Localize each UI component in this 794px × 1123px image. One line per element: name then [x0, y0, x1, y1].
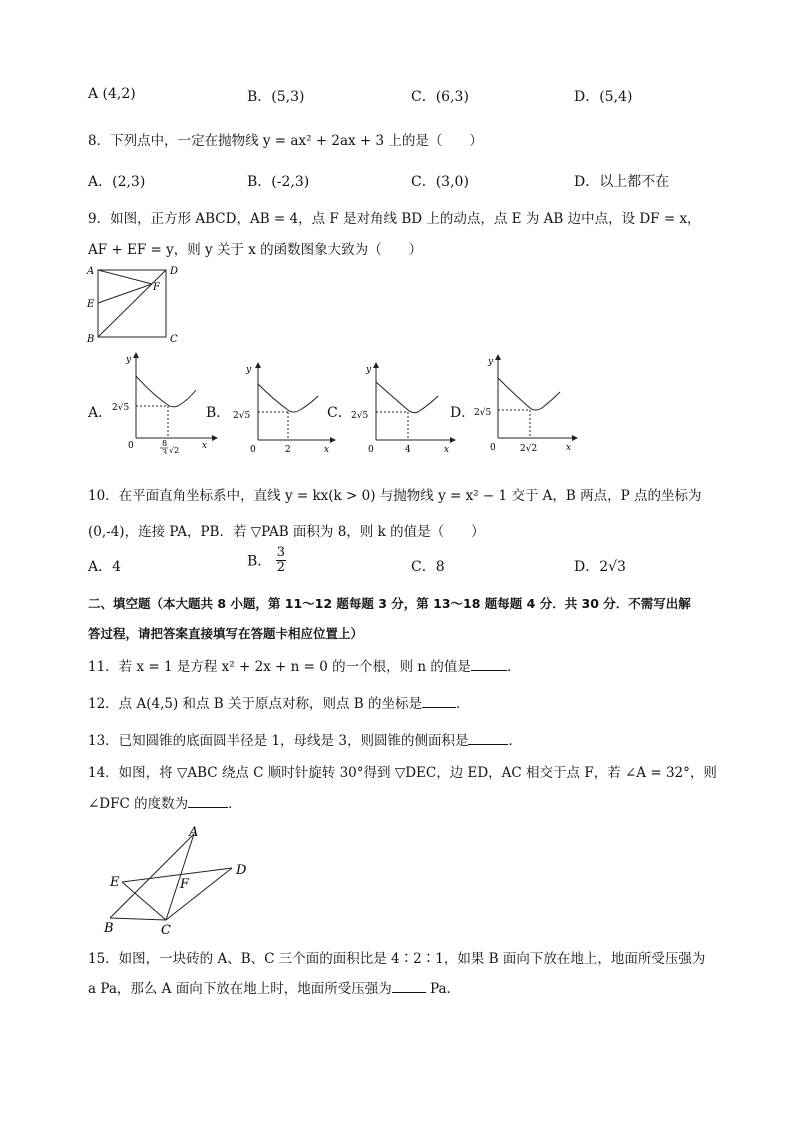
- q9-label-a: A: [87, 266, 95, 277]
- svg-text:x: x: [444, 445, 450, 455]
- q7-option-c: C．(6,3): [411, 89, 469, 105]
- q8-option-b: B．(-2,3): [247, 174, 310, 190]
- q10-option-a: A．4: [88, 559, 122, 575]
- svg-text:3: 3: [162, 448, 168, 454]
- q14-triangle-figure: [100, 822, 260, 936]
- q14-label-c: C: [161, 923, 171, 936]
- q14-label-a: A: [189, 825, 199, 840]
- section2-header-line2: 答过程，请把答案直接填写在答题卡相应位置上）: [88, 626, 364, 641]
- svg-text:2√5: 2√5: [351, 411, 369, 421]
- svg-text:2√5: 2√5: [112, 403, 130, 413]
- q11-text: 11．若 x = 1 是方程 x² + 2x + n = 0 的一个根，则 n 的值是 ．: [88, 659, 521, 675]
- svg-text:x: x: [202, 441, 208, 451]
- svg-text:x: x: [566, 443, 572, 453]
- q9-label-c: C: [170, 334, 178, 345]
- q10-stem-line1: 10．在平面直角坐标系中，直线 y = kx(k > 0) 与抛物线 y = x² − 1 交于 A，B 两点，P 点的坐标为: [88, 488, 702, 504]
- q10-option-c: C．8: [411, 559, 445, 575]
- section2-header-line1: 二、填空题（本大题共 8 小题，第 11～12 题每题 3 分，第 13～18 题每题 4 分．共 30 分．不需写出解: [88, 596, 691, 611]
- svg-text:y: y: [488, 357, 494, 367]
- q11-answer-blank[interactable]: [471, 658, 507, 671]
- q9-option-d-letter: D．: [450, 405, 476, 421]
- svg-text:2: 2: [285, 445, 291, 455]
- q10-option-b-letter: B．: [247, 553, 272, 570]
- q14-stem-line1: 14．如图，将 ▽ABC 绕点 C 顺时针旋转 30°得到 ▽DEC，边 ED，AC 相交于点 F，若 ∠A = 32°，则: [88, 765, 717, 781]
- svg-text:2√5: 2√5: [474, 408, 492, 418]
- q9-graph-b: [230, 360, 340, 456]
- q15-answer-blank[interactable]: [392, 980, 426, 993]
- q9-option-c-letter: C．: [327, 405, 352, 421]
- q9-option-b-letter: B．: [206, 405, 231, 421]
- q9-label-b: B: [87, 334, 95, 345]
- svg-text:0: 0: [368, 445, 374, 455]
- q10-option-b: [247, 546, 286, 575]
- q9-label-e: E: [87, 299, 95, 310]
- q9-option-a-letter: A．: [88, 405, 113, 421]
- q8-option-c: C．(3,0): [411, 174, 469, 190]
- svg-text:x: x: [324, 445, 330, 455]
- q9-label-d: D: [170, 266, 179, 277]
- svg-text:y: y: [246, 365, 252, 375]
- q10-option-d: D．2√3: [574, 559, 626, 575]
- q14-label-e: E: [110, 875, 120, 890]
- q7-option-d: D．(5,4): [574, 89, 633, 105]
- q15-stem-line2: a Pa，那么 A 面向下放在地上时，地面所受压强为 Pa．: [88, 981, 461, 997]
- q8-option-d: D．以上都不在: [574, 174, 670, 190]
- svg-text:0: 0: [128, 441, 134, 451]
- q13-text: 13．已知圆锥的底面圆半径是 1，母线是 3，则圆锥的侧面积是 ．: [88, 733, 522, 749]
- q14-answer-blank[interactable]: [188, 795, 228, 808]
- q14-label-d: D: [236, 863, 247, 878]
- svg-text:8: 8: [162, 439, 168, 448]
- q13-answer-blank[interactable]: [468, 732, 508, 745]
- q9-graph-c: [350, 360, 460, 456]
- q12-answer-blank[interactable]: [422, 695, 456, 708]
- q8-option-a: A．(2,3): [88, 174, 146, 190]
- q7-option-b: B．(5,3): [247, 89, 305, 105]
- q10-option-b-fraction: $\frac{3}{2}$: [276, 545, 286, 575]
- svg-text:0: 0: [250, 445, 256, 455]
- q14-label-f: F: [180, 877, 190, 892]
- q10-stem-line2: (0,-4)，连接 PA，PB．若 ▽PAB 面积为 8，则 k 的值是（ ）: [88, 524, 485, 540]
- q9-stem-line1: 9．如图，正方形 ABCD，AB = 4，点 F 是对角线 BD 上的动点，点 E 为 AB 边中点，设 DF = x，: [88, 211, 701, 227]
- svg-text:√2: √2: [169, 446, 180, 454]
- svg-text:2√2: 2√2: [520, 444, 538, 454]
- svg-text:y: y: [126, 355, 132, 365]
- q14-stem-line2: ∠DFC 的度数为 ．: [88, 796, 242, 812]
- q8-stem: 8．下列点中，一定在抛物线 y = ax² + 2ax + 3 上的是（ ）: [88, 133, 483, 149]
- q9-graph-a: [110, 350, 220, 454]
- svg-text:0: 0: [490, 443, 496, 453]
- svg-text:y: y: [366, 365, 372, 375]
- q9-square-figure: [84, 262, 184, 346]
- q9-label-f: F: [153, 282, 160, 293]
- q14-label-b: B: [104, 921, 114, 936]
- q9-stem-line2: AF + EF = y，则 y 关于 x 的函数图象大致为（ ）: [88, 242, 423, 258]
- svg-text:2√5: 2√5: [233, 411, 251, 421]
- svg-text:4: 4: [405, 445, 411, 455]
- q7-option-a: A (4,2): [88, 86, 136, 102]
- q12-text: 12．点 A(4,5) 和点 B 关于原点对称，则点 B 的坐标是 ．: [88, 696, 470, 712]
- q15-stem-line1: 15．如图，一块砖的 A、B、C 三个面的面积比是 4∶2∶1，如果 B 面向下放在地上，地面所受压强为: [88, 951, 706, 967]
- q9-graph-d: [472, 352, 582, 456]
